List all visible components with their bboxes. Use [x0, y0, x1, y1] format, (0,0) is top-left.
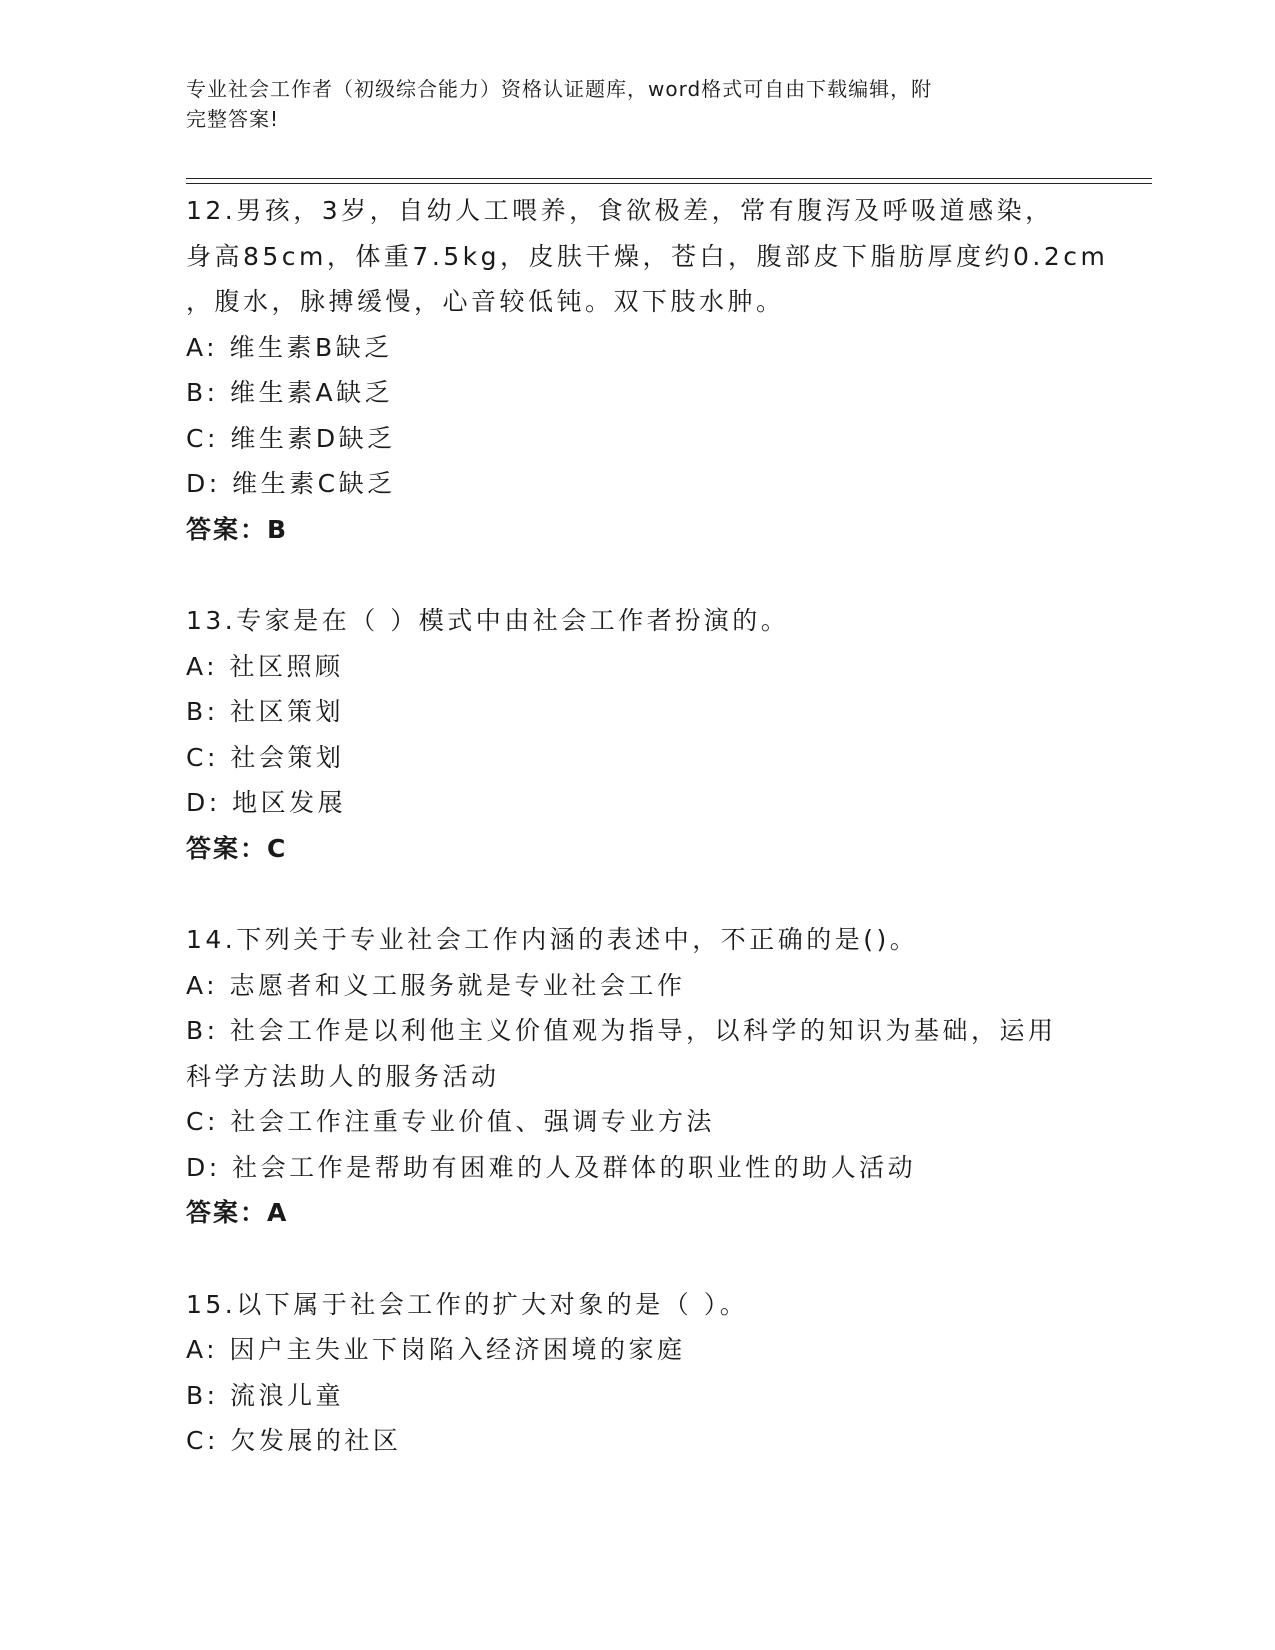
question-15 — [186, 1282, 1086, 1464]
option-d: D: 维生素C缺乏 — [186, 469, 396, 498]
option-c: C: 社会工作注重专业价值、强调专业方法 — [186, 1107, 715, 1136]
question-stem: 15.以下属于社会工作的扩大对象的是（ ）。 — [186, 1289, 749, 1319]
question-14 — [186, 917, 1086, 1236]
option-a: A: 维生素B缺乏 — [186, 332, 393, 362]
question-stem: 12.男孩，3岁，自幼人工喂养，食欲极差，常有腹泻及呼吸道感染， — [186, 196, 1054, 225]
option-a: A: 社区照顾 — [186, 651, 344, 681]
question-12 — [186, 188, 1109, 552]
answer: 答案：A — [186, 1198, 289, 1227]
option-c: C: 社会策划 — [186, 742, 345, 772]
option-b-continued: 科学方法助人的服务活动 — [186, 1061, 500, 1091]
option-c: C: 欠发展的社区 — [186, 1426, 402, 1455]
question-stem: 14.下列关于专业社会工作内涵的表述中，不正确的是()。 — [186, 925, 919, 954]
option-b: B: 社区策划 — [186, 697, 345, 726]
header-rule-top — [186, 178, 1152, 179]
question-stem: 13.专家是在（ ）模式中由社会工作者扮演的。 — [186, 606, 790, 635]
question-stem: 身高85cm，体重7.5kg，皮肤干燥，苍白，腹部皮下脂肪厚度约0.2cm — [186, 241, 1109, 271]
answer: 答案：C — [186, 833, 288, 863]
option-c: C: 维生素D缺乏 — [186, 423, 396, 453]
option-b: B: 社会工作是以利他主义价值观为指导，以科学的知识为基础，运用 — [186, 1016, 1057, 1045]
question-13 — [186, 598, 1086, 871]
option-b: B: 维生素A缺乏 — [186, 378, 394, 407]
question-stem: ，腹水，脉搏缓慢，心音较低钝。双下肢水肿。 — [186, 287, 785, 316]
question-list — [186, 188, 1109, 1510]
option-a: A: 志愿者和义工服务就是专业社会工作 — [186, 970, 686, 1000]
header-rule-bottom — [186, 183, 1152, 184]
document-header — [186, 74, 1086, 134]
option-a: A: 因户主失业下岗陷入经济困境的家庭 — [186, 1335, 686, 1364]
header-line-2: 完整答案! — [186, 107, 280, 131]
option-b: B: 流浪儿童 — [186, 1380, 345, 1410]
option-d: D: 地区发展 — [186, 788, 347, 817]
answer: 答案：B — [186, 514, 289, 544]
header-line-1: 专业社会工作者（初级综合能力）资格认证题库，word格式可自由下载编辑，附 — [186, 77, 933, 101]
option-d: D: 社会工作是帮助有困难的人及群体的职业性的助人活动 — [186, 1152, 917, 1182]
